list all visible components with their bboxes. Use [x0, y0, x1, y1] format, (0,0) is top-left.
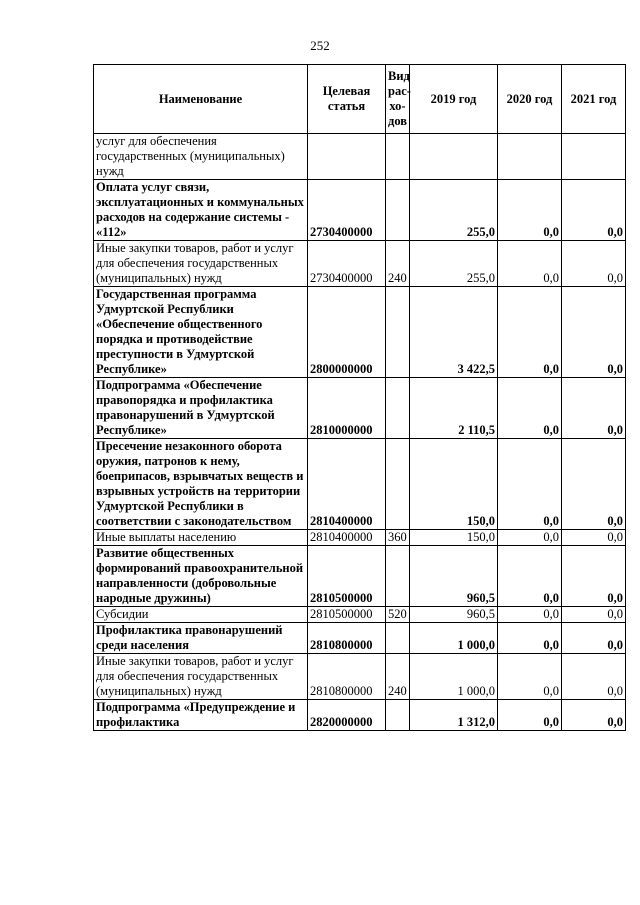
cell-code: 2800000000	[308, 287, 386, 378]
cell-name: услуг для обеспечения государственных (муниципальных) нужд	[94, 134, 308, 180]
cell-type	[386, 546, 410, 607]
cell-code: 2820000000	[308, 700, 386, 731]
cell-name: Подпрограмма «Обеспечение правопорядка и профилактика правонарушений в Удмуртской Республике»	[94, 378, 308, 439]
table-row	[94, 180, 626, 241]
budget-table	[93, 64, 626, 731]
cell-y2020: 0,0	[498, 241, 562, 287]
cell-y2020: 0,0	[498, 654, 562, 700]
cell-y2019: 3 422,5	[410, 287, 498, 378]
table-row	[94, 241, 626, 287]
cell-y2021: 0,0	[562, 241, 626, 287]
cell-y2021: 0,0	[562, 378, 626, 439]
cell-y2019: 960,5	[410, 607, 498, 623]
cell-name: Профилактика правонарушений среди населения	[94, 623, 308, 654]
header-2020: 2020 год	[498, 65, 562, 134]
cell-y2019	[410, 134, 498, 180]
header-2019: 2019 год	[410, 65, 498, 134]
cell-name: Государственная программа Удмуртской Республики «Обеспечение общественного порядка и противодействие преступности в Удмуртской Республике»	[94, 287, 308, 378]
cell-y2021: 0,0	[562, 530, 626, 546]
table-row	[94, 378, 626, 439]
cell-code: 2810800000	[308, 623, 386, 654]
cell-code: 2810400000	[308, 530, 386, 546]
cell-type: 240	[386, 654, 410, 700]
cell-y2020: 0,0	[498, 287, 562, 378]
cell-y2019: 255,0	[410, 241, 498, 287]
table-row	[94, 134, 626, 180]
table-header-row	[94, 65, 626, 134]
cell-name: Подпрограмма «Предупреждение и профилактика	[94, 700, 308, 731]
cell-code: 2810000000	[308, 378, 386, 439]
cell-y2021: 0,0	[562, 623, 626, 654]
cell-name: Развитие общественных формирований правоохранительной направленности (добровольные народные дружины)	[94, 546, 308, 607]
cell-y2020	[498, 134, 562, 180]
cell-code: 2810800000	[308, 654, 386, 700]
cell-type	[386, 287, 410, 378]
cell-y2019: 1 000,0	[410, 623, 498, 654]
cell-y2021: 0,0	[562, 439, 626, 530]
cell-type: 240	[386, 241, 410, 287]
cell-y2020: 0,0	[498, 546, 562, 607]
cell-code: 2810400000	[308, 439, 386, 530]
cell-y2020: 0,0	[498, 439, 562, 530]
cell-y2019: 255,0	[410, 180, 498, 241]
header-name: Наименование	[94, 65, 308, 134]
cell-name: Иные выплаты населению	[94, 530, 308, 546]
page-number: 252	[310, 38, 330, 53]
cell-y2019: 1 312,0	[410, 700, 498, 731]
cell-code: 2810500000	[308, 546, 386, 607]
table-row	[94, 287, 626, 378]
cell-type	[386, 134, 410, 180]
cell-y2021: 0,0	[562, 546, 626, 607]
header-type: Вид рас-хо-дов	[386, 65, 410, 134]
cell-y2020: 0,0	[498, 607, 562, 623]
cell-y2021: 0,0	[562, 607, 626, 623]
cell-y2020: 0,0	[498, 623, 562, 654]
table-row	[94, 623, 626, 654]
table-row	[94, 546, 626, 607]
cell-y2019: 1 000,0	[410, 654, 498, 700]
cell-y2021: 0,0	[562, 654, 626, 700]
table-row	[94, 530, 626, 546]
cell-name: Пресечение незаконного оборота оружия, патронов к нему, боеприпасов, взрывчатых веществ и взрывных устройств на территории Удмуртской Республики в соответствии с законодательством	[94, 439, 308, 530]
cell-type	[386, 623, 410, 654]
cell-code: 2730400000	[308, 180, 386, 241]
cell-y2019: 2 110,5	[410, 378, 498, 439]
cell-y2021: 0,0	[562, 287, 626, 378]
cell-y2020: 0,0	[498, 700, 562, 731]
cell-name: Иные закупки товаров, работ и услуг для обеспечения государственных (муниципальных) нужд	[94, 654, 308, 700]
cell-code	[308, 134, 386, 180]
header-code: Целевая статья	[308, 65, 386, 134]
cell-y2020: 0,0	[498, 180, 562, 241]
cell-name: Иные закупки товаров, работ и услуг для обеспечения государственных (муниципальных) нужд	[94, 241, 308, 287]
cell-name: Оплата услуг связи, эксплуатационных и коммунальных расходов на содержание системы - «112»	[94, 180, 308, 241]
cell-y2019: 150,0	[410, 530, 498, 546]
cell-y2020: 0,0	[498, 530, 562, 546]
cell-type	[386, 700, 410, 731]
table-row	[94, 439, 626, 530]
cell-type: 360	[386, 530, 410, 546]
cell-code: 2810500000	[308, 607, 386, 623]
cell-y2019: 150,0	[410, 439, 498, 530]
cell-name: Субсидии	[94, 607, 308, 623]
cell-type	[386, 180, 410, 241]
cell-y2021	[562, 134, 626, 180]
header-2021: 2021 год	[562, 65, 626, 134]
cell-type: 520	[386, 607, 410, 623]
cell-y2021: 0,0	[562, 700, 626, 731]
cell-y2019: 960,5	[410, 546, 498, 607]
table-row	[94, 654, 626, 700]
cell-code: 2730400000	[308, 241, 386, 287]
table-row	[94, 700, 626, 731]
cell-y2021: 0,0	[562, 180, 626, 241]
cell-type	[386, 439, 410, 530]
cell-y2020: 0,0	[498, 378, 562, 439]
table-row	[94, 607, 626, 623]
cell-type	[386, 378, 410, 439]
